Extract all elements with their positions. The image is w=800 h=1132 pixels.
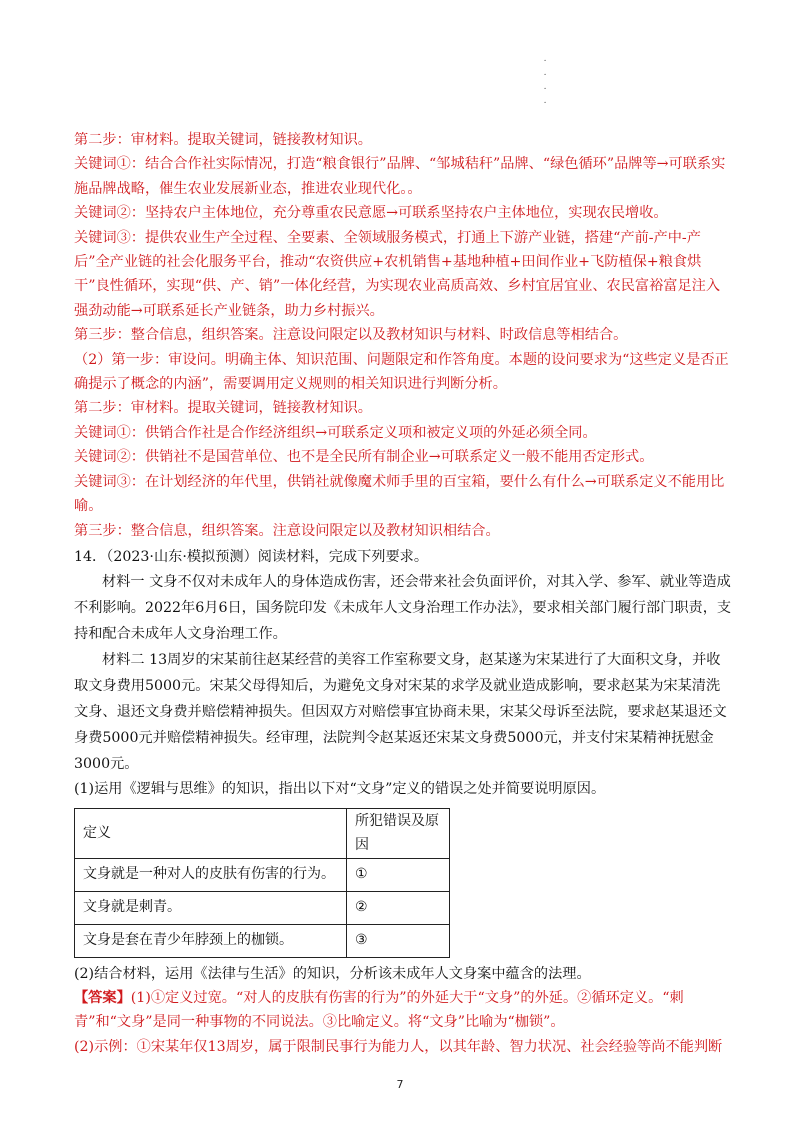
analysis-line: 关键词②：供销社不是国营单位、也不是全民所有制企业→可联系定义一般不能用否定形式。 bbox=[74, 449, 654, 466]
question-header: 14．（2023·山东·模拟预测）阅读材料，完成下列要求。 bbox=[74, 548, 429, 565]
decorative-dots: . . . . bbox=[543, 54, 547, 106]
table-cell: 文身就是一种对人的皮肤有伤害的行为。 bbox=[75, 858, 347, 891]
analysis-line: 关键词②：坚持农户主体地位，充分尊重农民意愿→可联系坚持农户主体地位，实现农民增收。 bbox=[74, 205, 668, 222]
answer-text-1: (1)①定义过宽。“对人的皮肤有伤害的行为”的外延大于“文身”的外延。②循环定义。“刺青”和“文身”是同一种事物的不同说法。③比喻定义。将“文身”比喻为“枷锁”。 bbox=[74, 989, 684, 1031]
table-row bbox=[75, 891, 450, 924]
sub-question-2: (2)结合材料，运用《法律与生活》的知识，分析该未成年人文身案中蕴含的法理。 bbox=[74, 965, 591, 982]
table-cell: ② bbox=[347, 891, 450, 924]
answer-part-1 bbox=[74, 986, 734, 1035]
table-row bbox=[75, 924, 450, 957]
analysis-line: 关键词③：在计划经济的年代里，供销社就像魔术师手里的百宝箱，要什么有什么→可联系定义不能用比喻。 bbox=[74, 473, 725, 515]
analysis-line: 第二步：审材料。提取关键词，链接教材知识。 bbox=[74, 132, 372, 148]
table-cell: 文身是套在青少年脖颈上的枷锁。 bbox=[75, 924, 347, 957]
table-header-row bbox=[75, 808, 450, 858]
table-cell: 文身就是刺青。 bbox=[75, 891, 347, 924]
analysis-line: （2）第一步：审设问。明确主体、知识范围、问题限定和作答角度。本题的设问要求为“这些定义是否正确提示了概念的内涵”，需要调用定义规则的相关知识进行判断分析。 bbox=[74, 351, 729, 393]
page-number: 7 bbox=[396, 1078, 404, 1091]
table-cell: ① bbox=[347, 858, 450, 891]
answer-tag: 【答案】 bbox=[74, 989, 131, 1006]
analysis-line: 第三步：整合信息，组织答案。注意设问限定以及教材知识与材料、时政信息等相结合。 bbox=[74, 327, 628, 344]
answer-part-2: (2)示例：①宋某年仅13周岁，属于限制民事行为能力人，以其年龄、智力状况、社会经验等尚不能判断 bbox=[74, 1038, 723, 1055]
table-header: 定义 bbox=[75, 808, 347, 858]
table-header: 所犯错误及原因 bbox=[347, 808, 450, 858]
sub-question-1: (1)运用《逻辑与思维》的知识，指出以下对“文身”定义的错误之处并简要说明原因。 bbox=[74, 781, 606, 798]
definition-table bbox=[74, 808, 450, 958]
material-one: 材料一 文身不仅对未成年人的身体造成伤害，还会带来社会负面评价，对其入学、参军、就业等造成不利影响。2022年6月6日，国务院印发《未成年人文身治理工作办法》，要求相关部门履行部门职责，支持和配合未成年人文身治理工作。 bbox=[74, 574, 732, 643]
table-cell: ③ bbox=[347, 924, 450, 957]
analysis-line: 关键词③：提供农业生产全过程、全要素、全领域服务模式，打通上下游产业链，搭建“产前-产中-产后”全产业链的社会化服务平台，推动“农资供应+农机销售+基地种植+田间作业+飞防植保+粮食烘干”良性循环，实现“供、产、销”一体化经营，为实现农业高质高效、乡村宜居宜业、农民富裕富足注入强劲动能→可联系延长产业链条，助力乡村振兴。 bbox=[74, 229, 721, 319]
page-content bbox=[74, 128, 734, 1059]
table-row bbox=[75, 858, 450, 891]
analysis-line: 第三步：整合信息，组织答案。注意设问限定以及教材知识相结合。 bbox=[74, 522, 500, 539]
analysis-line: 第二步：审材料。提取关键词，链接教材知识。 bbox=[74, 400, 372, 417]
material-two: 材料二 13周岁的宋某前往赵某经营的美容工作室称要文身，赵某遂为宋某进行了大面积文身，并收取文身费用5000元。宋某父母得知后，为避免文身对宋某的求学及就业造成影响，要求赵某为宋某清洗文身、退还文身费并赔偿精神损失。但因双方对赔偿事宜协商未果，宋某父母诉至法院，要求赵某退还文身费5000元并赔偿精神损失。经审理，法院判令赵某返还宋某文身费5000元，并支付宋某精神抚慰金3000元。 bbox=[74, 652, 727, 773]
analysis-line: 关键词①：结合合作社实际情况，打造“粮食银行”品牌、“邹城秸秆”品牌、“绿色循环”品牌等→可联系实施品牌战略，催生农业发展新业态，推进农业现代化。。 bbox=[74, 156, 726, 197]
analysis-line: 关键词①：供销合作社是合作经济组织→可联系定义项和被定义项的外延必须全同。 bbox=[74, 424, 597, 441]
